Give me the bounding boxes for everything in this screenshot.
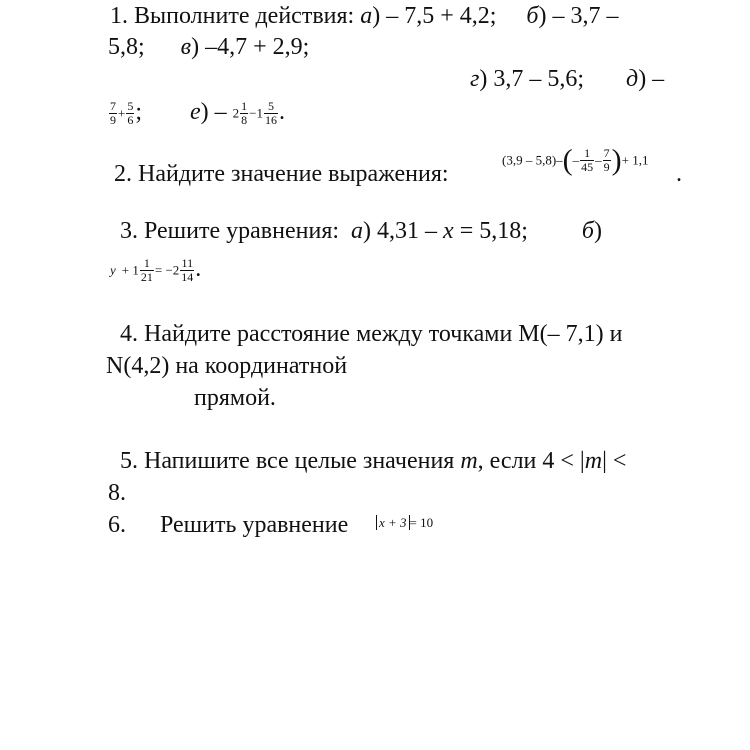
task-2-end: . [676, 161, 682, 187]
task-4-line-3: прямой. [194, 385, 276, 411]
task-1-plus: + [118, 105, 126, 121]
task-1-fraction-7-9 [109, 100, 117, 127]
fraction-numerator: 1 [241, 98, 248, 113]
task-3-plus-1: + 1 [121, 262, 139, 278]
task-1-v-label: в [180, 34, 192, 60]
task-3-fraction-1-21 [140, 257, 154, 284]
task-1-mixed-fraction-2 [264, 100, 278, 127]
task-1-d-expr: ) – [638, 66, 665, 92]
task-1-b-label: б [526, 3, 539, 29]
fraction-denominator: 45 [581, 159, 594, 174]
fraction-numerator: 5 [264, 100, 278, 114]
task-5-line-2: 8. [108, 480, 126, 506]
task-2-minus-2: – [595, 152, 602, 168]
task-1-v-expr: ) –4,7 + 2,9; [191, 34, 310, 60]
fraction-numerator: 7 [603, 145, 610, 160]
task-1-e-label: е [190, 99, 201, 125]
task-3-a-label: а [351, 218, 364, 244]
fraction-denominator: 21 [140, 269, 153, 284]
task-3-var-y: y [110, 262, 116, 278]
fraction-denominator: 6 [127, 112, 134, 127]
task-1-g-expr: ) 3,7 – 5,6; [479, 66, 585, 92]
task-2-text: 2. Найдите значение выражения: [114, 161, 449, 187]
task-3-eq: = −2 [154, 262, 180, 278]
task-2-fraction-7-9 [603, 147, 611, 174]
task-1-e-expr: ) – [200, 99, 227, 125]
task-1-minus: − [249, 105, 257, 121]
task-5-var-m-2: m [584, 448, 603, 474]
task-1-line-3 [470, 65, 664, 93]
task-1-mixed-fraction-1 [240, 100, 248, 127]
task-2-tail: + 1,1 [621, 152, 649, 168]
task-6-formula [376, 506, 433, 537]
task-5-var-m: m [460, 448, 478, 474]
task-1-line-2-text: 5,8; [108, 34, 145, 60]
task-3-a-expr-1: ) 4,31 – [363, 218, 438, 244]
fraction-denominator: 8 [241, 112, 248, 127]
fraction-denominator: 14 [181, 269, 194, 284]
fraction-denominator: 9 [603, 159, 610, 174]
task-1-fraction-5-6 [126, 100, 134, 127]
task-2-formula [502, 145, 649, 175]
task-3-line-1 [120, 217, 602, 245]
task-6-rhs: = 10 [409, 515, 434, 530]
task-5-text-a: 5. Напишите все целые значения [120, 448, 455, 474]
task-3-end: . [195, 256, 202, 282]
fraction-numerator: 1 [140, 257, 154, 271]
task-4-line-2: N(4,2) на координатной [106, 353, 348, 379]
task-5-text-b: , если 4 < | [477, 448, 585, 474]
task-3-prefix: 3. Решите уравнения: [120, 218, 340, 244]
fraction-numerator: 1 [580, 147, 594, 161]
task-3-fraction-11-14 [180, 257, 194, 284]
task-2-neg: – [572, 152, 580, 168]
task-6-text: Решить уравнение [160, 512, 349, 538]
task-2-open-paren: ( [562, 143, 573, 177]
task-3-a-var: x [443, 218, 454, 244]
task-1-line-2 [108, 33, 309, 61]
task-1-semicolon: ; [135, 99, 143, 125]
task-1-prefix: 1. Выполните действия: [110, 3, 355, 29]
task-6-number: 6. [108, 512, 126, 538]
task-1-mixed-whole-1: 2 [232, 105, 240, 121]
task-3-b-end: ) [593, 218, 602, 244]
task-4-line-1: 4. Найдите расстояние между точками M(– 7,1) и [120, 321, 623, 347]
task-2-minus-1: – [556, 152, 563, 168]
task-1-b-expr: ) – 3,7 – [538, 3, 619, 29]
task-5-line-1 [120, 447, 626, 475]
task-1-line-4 [108, 98, 285, 127]
fraction-denominator: 16 [265, 112, 278, 127]
fraction-numerator: 5 [127, 98, 134, 113]
task-2-part-1: (3,9 – 5,8) [502, 152, 557, 168]
task-1-g-label: г [470, 66, 480, 92]
fraction-numerator: 7 [110, 98, 116, 113]
task-1-d-label: д [626, 66, 639, 92]
task-3-b-label: б [581, 218, 594, 244]
task-2-close-paren: ) [611, 143, 622, 177]
task-2-fraction-1-45 [580, 147, 594, 174]
fraction-numerator: 11 [181, 255, 194, 270]
fraction-denominator: 9 [110, 112, 116, 127]
task-1-end: . [279, 99, 286, 125]
task-1-line-1 [110, 2, 618, 30]
task-6-abs-value [376, 515, 410, 530]
task-1-a-label: а [360, 3, 373, 29]
task-1-mixed-whole-2: 1 [256, 105, 264, 121]
task-5-text-c: | < [602, 448, 627, 474]
task-6-abs-inside: x + 3 [379, 515, 407, 530]
task-3-line-2 [110, 255, 201, 284]
task-3-a-expr-2: = 5,18; [459, 218, 528, 244]
task-1-a-expr: ) – 7,5 + 4,2; [372, 3, 497, 29]
